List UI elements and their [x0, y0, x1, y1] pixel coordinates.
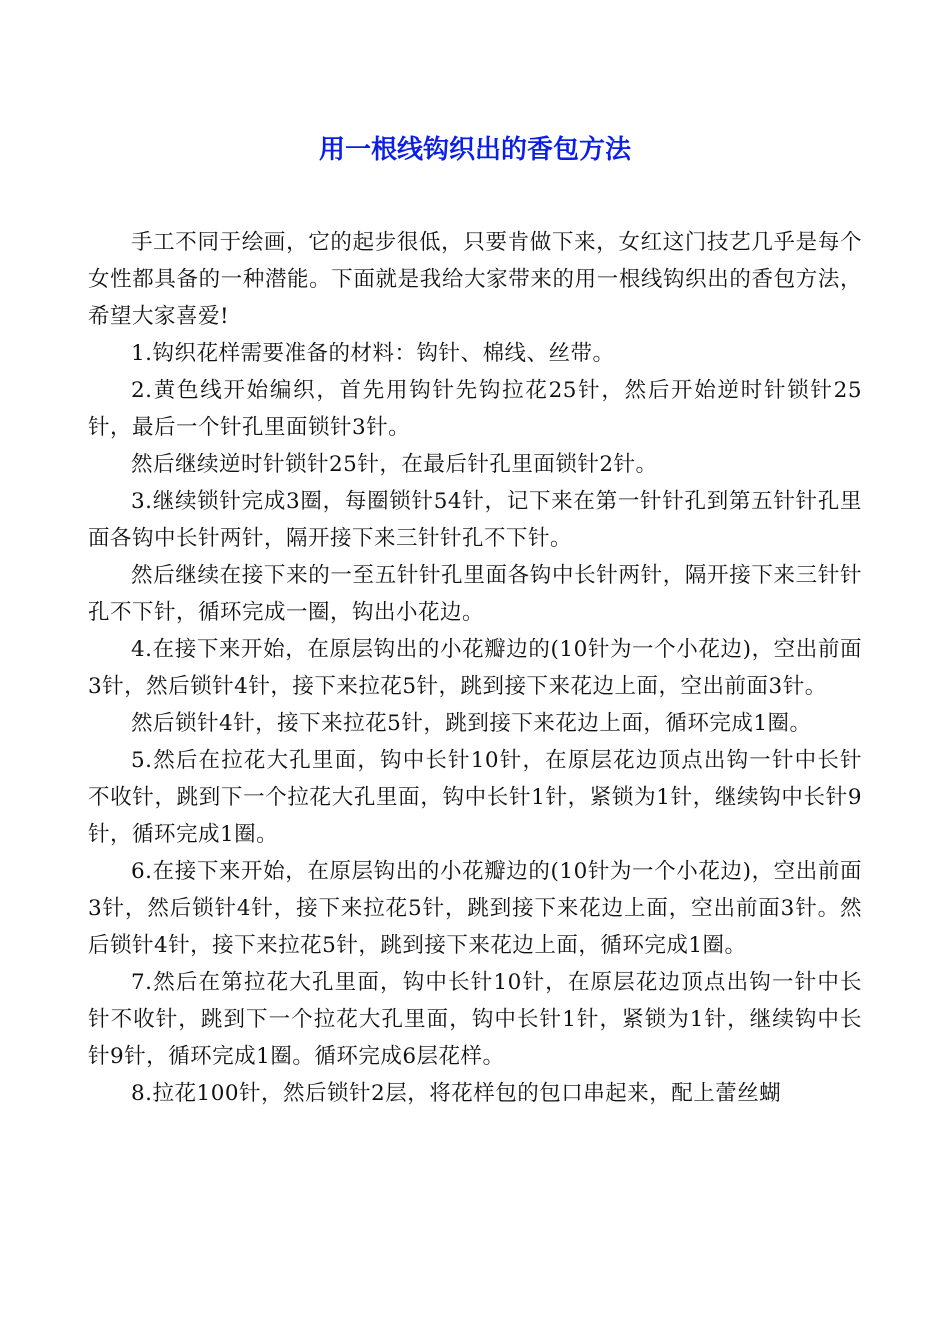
paragraph-step-5: 5.然后在拉花大孔里面，钩中长针10针，在原层花边顶点出钩一针中长针不收针，跳到下一个拉花大孔里面，钩中长针1针，紧锁为1针，继续钩中长针9针，循环完成1圈。	[88, 748, 862, 847]
paragraph-step-3: 3.继续锁针完成3圈，每圈锁针54针，记下来在第一针针孔到第五针针孔里面各钩中长针两针，隔开接下来三针针孔不下针。	[88, 489, 862, 551]
document-title: 用一根线钩织出的香包方法	[318, 135, 631, 165]
paragraph-step-6: 6.在接下来开始，在原层钩出的小花瓣边的(10针为一个小花边)，空出前面3针，然后锁针4针，接下来拉花5针，跳到接下来花边上面，空出前面3针。然后锁针4针，接下来拉花5针，跳到接下来花边上面，循环完成1圈。	[88, 859, 862, 958]
paragraph-step-3-continued: 然后继续在接下来的一至五针针孔里面各钩中长针两针，隔开接下来三针针孔不下针，循环完成一圈，钩出小花边。	[88, 563, 862, 625]
paragraph-step-1: 1.钩织花样需要准备的材料：钩针、棉线、丝带。	[131, 341, 615, 366]
paragraph-step-4: 4.在接下来开始，在原层钩出的小花瓣边的(10针为一个小花边)，空出前面3针，然后锁针4针，接下来拉花5针，跳到接下来花边上面，空出前面3针。	[88, 637, 862, 699]
paragraph-intro: 手工不同于绘画，它的起步很低，只要肯做下来，女红这门技艺几乎是每个女性都具备的一种潜能。下面就是我给大家带来的用一根线钩织出的香包方法，希望大家喜爱!	[88, 230, 862, 329]
paragraph-step-2: 2.黄色线开始编织，首先用钩针先钩拉花25针，然后开始逆时针锁针25针，最后一个针孔里面锁针3针。	[88, 378, 862, 440]
document-body	[88, 224, 862, 1112]
paragraph-step-2-continued: 然后继续逆时针锁针25针，在最后针孔里面锁针2针。	[131, 452, 658, 477]
paragraph-step-8: 8.拉花100针，然后锁针2层，将花样包的包口串起来，配上蕾丝蝴	[131, 1081, 782, 1106]
paragraph-step-7: 7.然后在第拉花大孔里面，钩中长针10针，在原层花边顶点出钩一针中长针不收针，跳到下一个拉花大孔里面，钩中长针1针，紧锁为1针，继续钩中长针9针，循环完成1圈。循环完成6层花样。	[88, 970, 862, 1069]
paragraph-step-4-continued: 然后锁针4针，接下来拉花5针，跳到接下来花边上面，循环完成1圈。	[131, 711, 812, 736]
